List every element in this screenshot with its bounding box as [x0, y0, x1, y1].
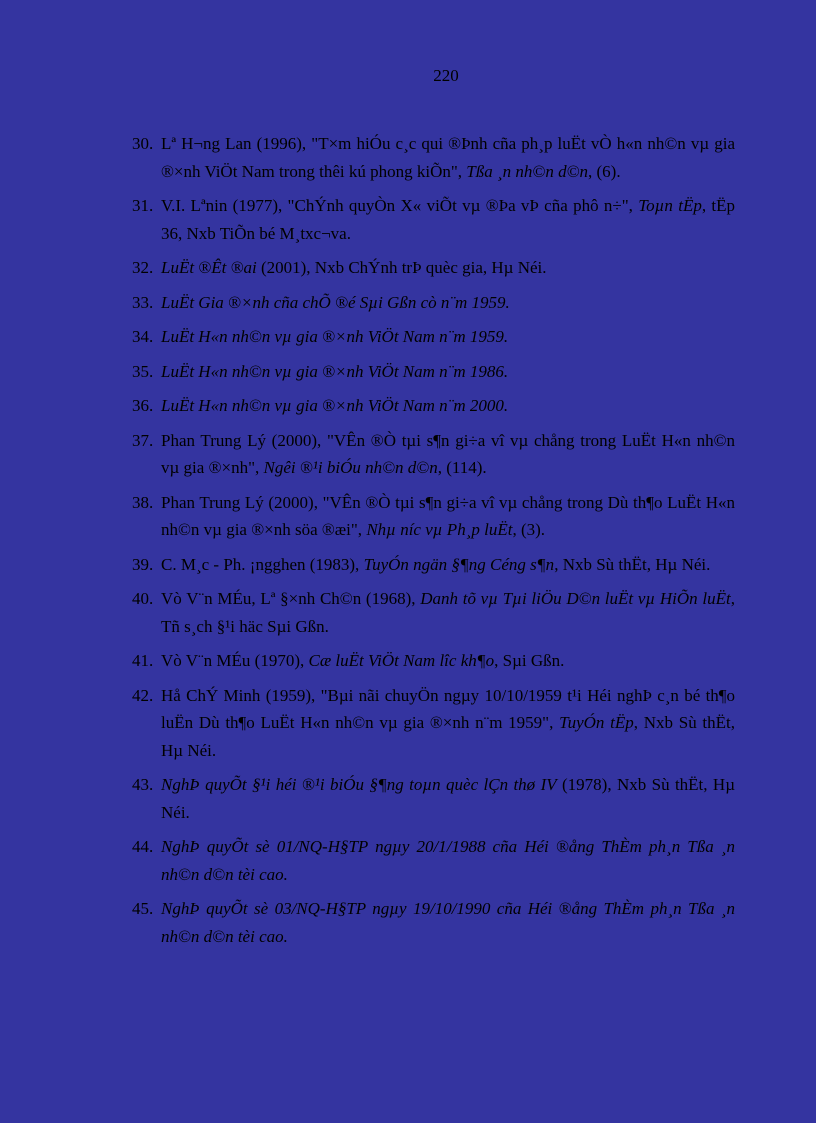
reference-number: 45.	[132, 899, 154, 918]
reference-title-italic: Cæ luËt ViÖt Nam lîc kh¶o	[308, 651, 495, 670]
page-number: 220	[433, 66, 459, 85]
reference-text-segment: , tËp 36, Nxb TiÕn bé M¸txc¬va.	[161, 196, 736, 243]
reference-number: 42.	[132, 685, 154, 705]
reference-title-italic: TuyÓn ngän §¶ng Céng s¶n	[363, 554, 555, 574]
reference-text-segment: Phan Trung Lý (2000), "VÊn ®Ò tµi s¶n gi÷a vî vµ chång trong LuËt H«n nh©n vµ gia ®×nh",	[161, 430, 735, 477]
reference-item	[132, 895, 735, 950]
reference-item	[132, 833, 735, 888]
reference-title-italic: Danh tõ vµ Tµi liÖu D©n luËt vµ HiÕn luËt	[420, 589, 731, 608]
reference-text-segment: (2001), Nxb ChÝnh trÞ quèc gia, Hµ Néi.	[256, 258, 547, 277]
reference-number: 36.	[132, 396, 154, 415]
reference-number: 34.	[132, 327, 154, 346]
reference-text	[161, 392, 735, 420]
reference-title-italic: NghÞ quyÕt sè 01/NQ-H§TP ngµy 20/1/1988 cña Héi ®ång ThÈm ph¸n Tßa ¸n nh©n d©n tèi cao.	[161, 837, 735, 884]
reference-text	[161, 551, 735, 579]
reference-list	[132, 130, 735, 957]
reference-item	[132, 771, 735, 826]
reference-number: 41.	[132, 651, 154, 670]
reference-text-segment: (1978), Nxb Sù thËt, Hµ Néi.	[161, 775, 735, 822]
reference-title-italic: NghÞ quyÕt §¹i héi ®¹i biÓu §¶ng toµn quèc lÇn thø IV	[161, 775, 557, 794]
reference-title-italic: LuËt H«n nh©n vµ gia ®×nh ViÖt Nam n¨m 1986.	[161, 361, 509, 381]
reference-item	[132, 392, 735, 420]
reference-text	[161, 771, 735, 826]
reference-text-segment: , Nxb Sù thËt, Hµ Néi.	[161, 713, 735, 760]
reference-number: 32.	[132, 258, 154, 277]
reference-number: 30.	[132, 134, 154, 153]
reference-title-italic: NghÞ quyÕt sè 03/NQ-H§TP ngµy 19/10/1990 cña Héi ®ång ThÈm ph¸n Tßa ¸n nh©n d©n tèi cao.	[161, 899, 735, 946]
reference-title-italic: TuyÓn tËp	[559, 713, 634, 732]
reference-text	[161, 130, 735, 185]
reference-title-italic: LuËt H«n nh©n vµ gia ®×nh ViÖt Nam n¨m 2000.	[161, 396, 509, 415]
reference-item	[132, 254, 735, 282]
reference-text-segment: V.I. Lªnin (1977), "ChÝnh quyÒn X« viÕt vµ ®Þa vÞ cña phô n÷",	[161, 196, 639, 215]
reference-number: 31.	[132, 196, 154, 215]
reference-number: 35.	[132, 361, 154, 381]
reference-item	[132, 130, 735, 185]
reference-text	[161, 833, 735, 888]
reference-text-segment: Lª H¬ng Lan (1996), "T×m hiÓu c¸c qui ®Þnh cña ph¸p luËt vÒ h«n nh©n vµ gia ®×nh ViÖt Nam trong thêi kú phong kiÕn",	[161, 134, 735, 181]
reference-number: 44.	[132, 837, 154, 856]
reference-number: 38.	[132, 492, 154, 512]
reference-title-italic: Ngêi ®¹i biÓu nh©n d©n	[263, 458, 438, 477]
reference-number: 37.	[132, 430, 154, 450]
reference-text-segment: Vò V¨n MÉu (1970),	[161, 651, 309, 670]
reference-text-segment: , (6).	[588, 161, 621, 181]
reference-item	[132, 585, 735, 640]
reference-text	[161, 323, 735, 351]
reference-number: 43.	[132, 775, 154, 794]
reference-text	[161, 895, 735, 950]
reference-item	[132, 551, 735, 579]
reference-text-segment: Vò V¨n MÉu, Lª §×nh Ch©n (1968),	[161, 589, 421, 608]
reference-text	[161, 427, 735, 482]
reference-item	[132, 289, 735, 317]
reference-text	[161, 682, 735, 765]
reference-item	[132, 358, 735, 386]
reference-item	[132, 489, 735, 544]
reference-text	[161, 585, 735, 640]
reference-number: 40.	[132, 589, 154, 608]
reference-text	[161, 647, 735, 675]
reference-item	[132, 192, 735, 247]
reference-text-segment: C. M¸c - Ph. ¡ngghen (1983),	[161, 554, 364, 574]
reference-text-segment: Hå ChÝ Minh (1959), "Bµi nãi chuyÖn ngµy 10/10/1959 t¹i Héi nghÞ c¸n bé th¶o luËn Dù th¶o LuËt H«n nh©n vµ gia ®×nh n¨m 1959",	[161, 685, 735, 732]
reference-title-italic: Toµn tËp	[638, 196, 702, 215]
reference-text	[161, 358, 735, 386]
reference-text-segment: Phan Trung Lý (2000), "VÊn ®Ò tµi s¶n gi÷a vî vµ chång trong Dù th¶o LuËt H«n nh©n vµ gia ®×nh söa ®æi",	[161, 492, 735, 539]
reference-item	[132, 647, 735, 675]
reference-text-segment: , (3).	[512, 520, 546, 539]
reference-item	[132, 427, 735, 482]
reference-text	[161, 192, 735, 247]
reference-text-segment: , Nxb Sù thËt, Hµ Néi.	[554, 554, 711, 574]
reference-text-segment: , Sµi Gßn.	[494, 651, 565, 670]
reference-title-italic: LuËt Gia ®×nh cña chÕ ®é Sµi Gßn cò n¨m 1959.	[161, 292, 510, 312]
reference-text	[161, 289, 735, 317]
reference-item	[132, 323, 735, 351]
reference-number: 33.	[132, 292, 154, 312]
reference-title-italic: Nhµ níc vµ Ph¸p luËt	[366, 520, 513, 539]
reference-title-italic: LuËt H«n nh©n vµ gia ®×nh ViÖt Nam n¨m 1959.	[161, 327, 509, 346]
reference-item	[132, 682, 735, 765]
reference-title-italic: Tßa ¸n nh©n d©n	[466, 161, 588, 181]
reference-text-segment: , (114).	[437, 458, 487, 477]
reference-text	[161, 489, 735, 544]
reference-text-segment: , Tñ s¸ch §¹i häc Sµi Gßn.	[161, 589, 735, 636]
reference-text	[161, 254, 735, 282]
reference-number: 39.	[132, 554, 154, 574]
reference-title-italic: LuËt ®Êt ®ai	[161, 258, 257, 277]
